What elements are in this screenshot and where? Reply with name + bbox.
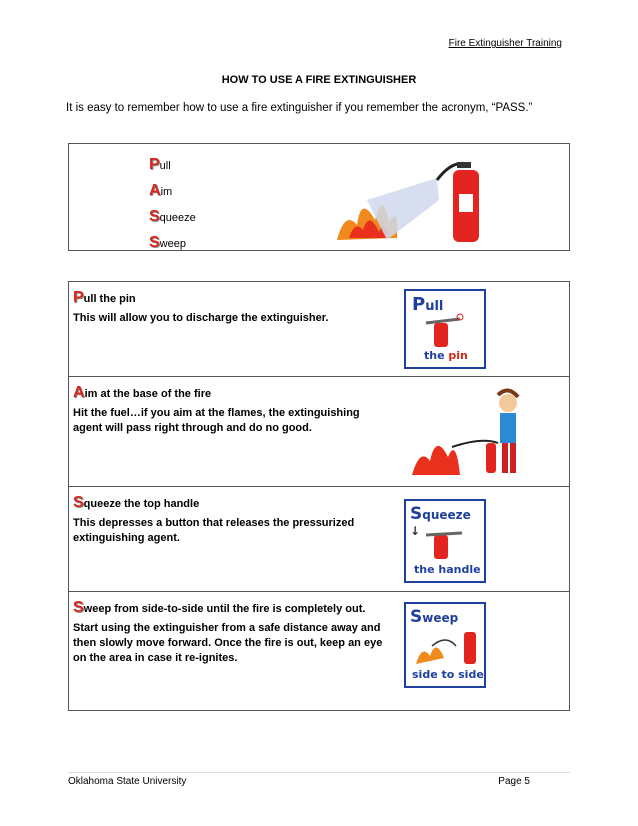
step-row-squeeze: [69, 487, 569, 592]
pass-item-sweep: Sweep: [149, 234, 186, 251]
pass-acronym-box: [68, 143, 570, 251]
footer-university: Oklahoma State University: [68, 776, 187, 787]
step-row-pull: [69, 282, 569, 377]
step-heading: Pull the pin: [73, 289, 136, 306]
sweep-side-to-side-card: Sweep side to side: [404, 602, 486, 688]
step-heading: Aim at the base of the fire: [73, 384, 212, 401]
step-body: This depresses a button that releases the pressurized extinguishing agent.: [73, 517, 355, 544]
step-heading: Squeeze the top handle: [73, 494, 200, 511]
step-heading: Sweep from side-to-side until the fire is completely out.: [73, 599, 366, 616]
extinguisher-handle-icon: [420, 525, 470, 559]
step-body: This will allow you to discharge the extinguisher.: [73, 312, 329, 324]
intro-paragraph: It is easy to remember how to use a fire extinguisher if you remember the acronym, “PASS.”: [66, 102, 533, 114]
page-title: HOW TO USE A FIRE EXTINGUISHER: [221, 74, 417, 86]
step-row-aim: [69, 377, 569, 487]
pass-item-squeeze: Squeeze: [149, 208, 196, 225]
extinguisher-spraying-fire-illustration: [327, 150, 517, 246]
person-aiming-extinguisher-illustration: [402, 387, 522, 479]
pull-the-pin-card: Pull the pin: [404, 289, 486, 369]
squeeze-the-handle-card: Squeeze ↓ the handle: [404, 499, 486, 583]
extinguisher-pin-icon: [420, 313, 470, 347]
pass-item-aim: Aim: [149, 182, 173, 199]
pass-item-pull: Pull: [149, 156, 171, 173]
steps-table: [68, 281, 570, 711]
sweep-motion-icon: [412, 628, 482, 666]
step-body: Hit the fuel…if you aim at the flames, the extinguishing agent will pass right through and do no good.: [73, 407, 360, 434]
running-header: Fire Extinguisher Training: [448, 38, 562, 49]
pass-list: [149, 152, 196, 256]
footer-page-number: Page 5: [498, 776, 530, 787]
footer-divider: [68, 772, 570, 773]
step-row-sweep: [69, 592, 569, 710]
step-body: Start using the extinguisher from a safe distance away and then slowly move forward. Once the fire is out, keep an eye on the area in case it re-ignites.: [73, 622, 383, 664]
